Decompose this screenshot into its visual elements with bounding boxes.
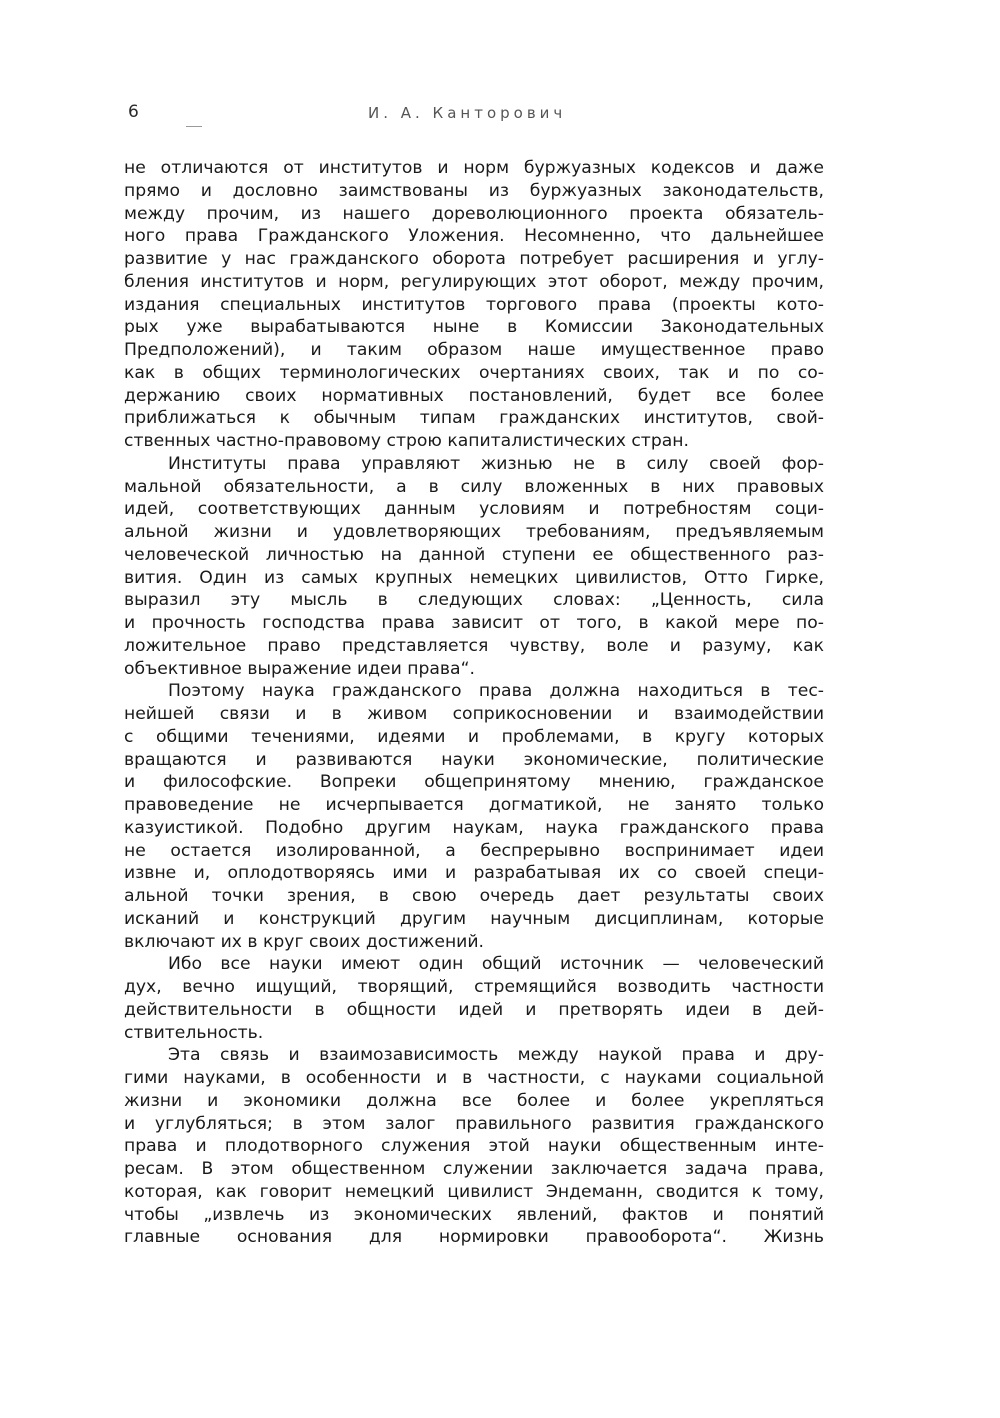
text-line: жизни и экономики должна все более и более укрепляться — [124, 1090, 824, 1111]
text-line: вития. Один из самых крупных немецких цивилистов, Отто Гирке, — [124, 567, 824, 588]
text-line: бления институтов и норм, регулирующих этот оборот, между прочим, — [124, 271, 824, 292]
text-line: ложительное право представляется чувству, воле и разуму, как — [124, 635, 824, 656]
text-line: главные основания для нормировки правооборота“. Жизнь — [124, 1227, 824, 1248]
text-line: и прочность господства права зависит от того, в какой мере по- — [124, 613, 824, 633]
text-line: приближаться к обычным типам гражданских институтов, свой- — [124, 408, 824, 429]
text-line: Ибо все науки имеют один общий источник — человеческий — [168, 954, 824, 975]
text-line: держанию своих нормативных постановлений, будет все более — [124, 385, 824, 406]
text-line: правоведение не исчерпывается догматикой, не занято только — [124, 795, 824, 815]
text-line: объективное выражение идеи права“. — [124, 658, 475, 679]
text-line: прямо и дословно заимствованы из буржуазных законодательств, — [124, 180, 824, 201]
text-line: Предположений), и таким образом наше имущественное право — [124, 340, 824, 360]
text-line: не остается изолированной, а беспрерывно воспринимает идеи — [124, 840, 824, 861]
text-line: извне и, оплодотворяясь ими и разрабатывая их со своей специ- — [124, 863, 824, 884]
text-line: издания специальных институтов торгового права (проекты кото- — [124, 294, 824, 315]
text-line: не отличаются от институтов и норм буржуазных кодексов и даже — [124, 158, 824, 178]
text-line: мальной обязательности, а в силу вложенных в них правовых — [124, 476, 824, 497]
text-line: идей, соответствующих данным условиям и потребностям соци- — [124, 499, 824, 520]
text-line: как в общих терминологических очертаниях своих, так и по со- — [124, 362, 824, 383]
running-head — [128, 102, 828, 132]
text-line: ственных частно-правовому строю капиталистических стран. — [124, 431, 689, 451]
text-line: развитие у нас гражданского оборота потребует расширения и углу- — [124, 249, 824, 269]
text-line: ного права Гражданского Уложения. Несомненно, что дальнейшее — [124, 226, 824, 247]
text-line: нейшей связи и в живом соприкосновении и взаимодействии — [124, 704, 824, 724]
running-title: И. А. Канторович — [368, 104, 567, 122]
text-line: Поэтому наука гражданского права должна находиться в тес- — [168, 681, 824, 702]
page-number: 6 — [128, 102, 139, 122]
text-line: Институты права управляют жизнью не в силу своей фор- — [168, 453, 824, 474]
text-line: вращаются и развиваются науки экономические, политические — [124, 749, 824, 770]
text-line: с общими течениями, идеями и проблемами, в кругу которых — [124, 726, 824, 747]
text-line: альной жизни и удовлетворяющих требованиям, предъявляемым — [124, 522, 824, 542]
text-line: человеческой личностью на данной ступени ее общественного раз- — [124, 544, 824, 565]
text-line: исканий и конструкций другим научным дисциплинам, которые — [124, 908, 824, 929]
text-line: выразил эту мысль в следующих словах: „Ценность, сила — [124, 590, 824, 611]
text-line: и углубляться; в этом залог правильного развития гражданского — [124, 1113, 824, 1134]
text-line: альной точки зрения, в свою очередь дает результаты своих — [124, 886, 824, 906]
text-line: и философские. Вопреки общепринятому мнению, гражданское — [124, 772, 824, 793]
header-rule-mark — [186, 126, 202, 127]
text-line: казуистикой. Подобно другим наукам, наука гражданского права — [124, 817, 824, 838]
text-line: которая, как говорит немецкий цивилист Эндеманн, сводится к тому, — [124, 1181, 824, 1202]
text-line: действительности в общности идей и претворять идеи в дей- — [124, 999, 824, 1020]
body-text — [124, 157, 824, 1249]
text-line: чтобы „извлечь из экономических явлений, фактов и понятий — [124, 1204, 824, 1225]
text-line: ресам. В этом общественном служении заключается задача права, — [124, 1159, 824, 1179]
text-line: включают их в круг своих достижений. — [124, 931, 484, 952]
text-line: Эта связь и взаимозависимость между наукой права и дру- — [168, 1045, 824, 1066]
text-line: ствительность. — [124, 1022, 264, 1043]
text-line: гими науками, в особенности и в частности, с науками социальной — [124, 1068, 824, 1088]
text-line: дух, вечно ищущий, творящий, стремящийся возводить частности — [124, 977, 824, 997]
text-line: между прочим, из нашего дореволюционного проекта обязатель- — [124, 203, 824, 224]
text-line: рых уже вырабатываются ныне в Комиссии Законодательных — [124, 317, 824, 338]
text-line: права и плодотворного служения этой науки общественным инте- — [124, 1136, 824, 1157]
